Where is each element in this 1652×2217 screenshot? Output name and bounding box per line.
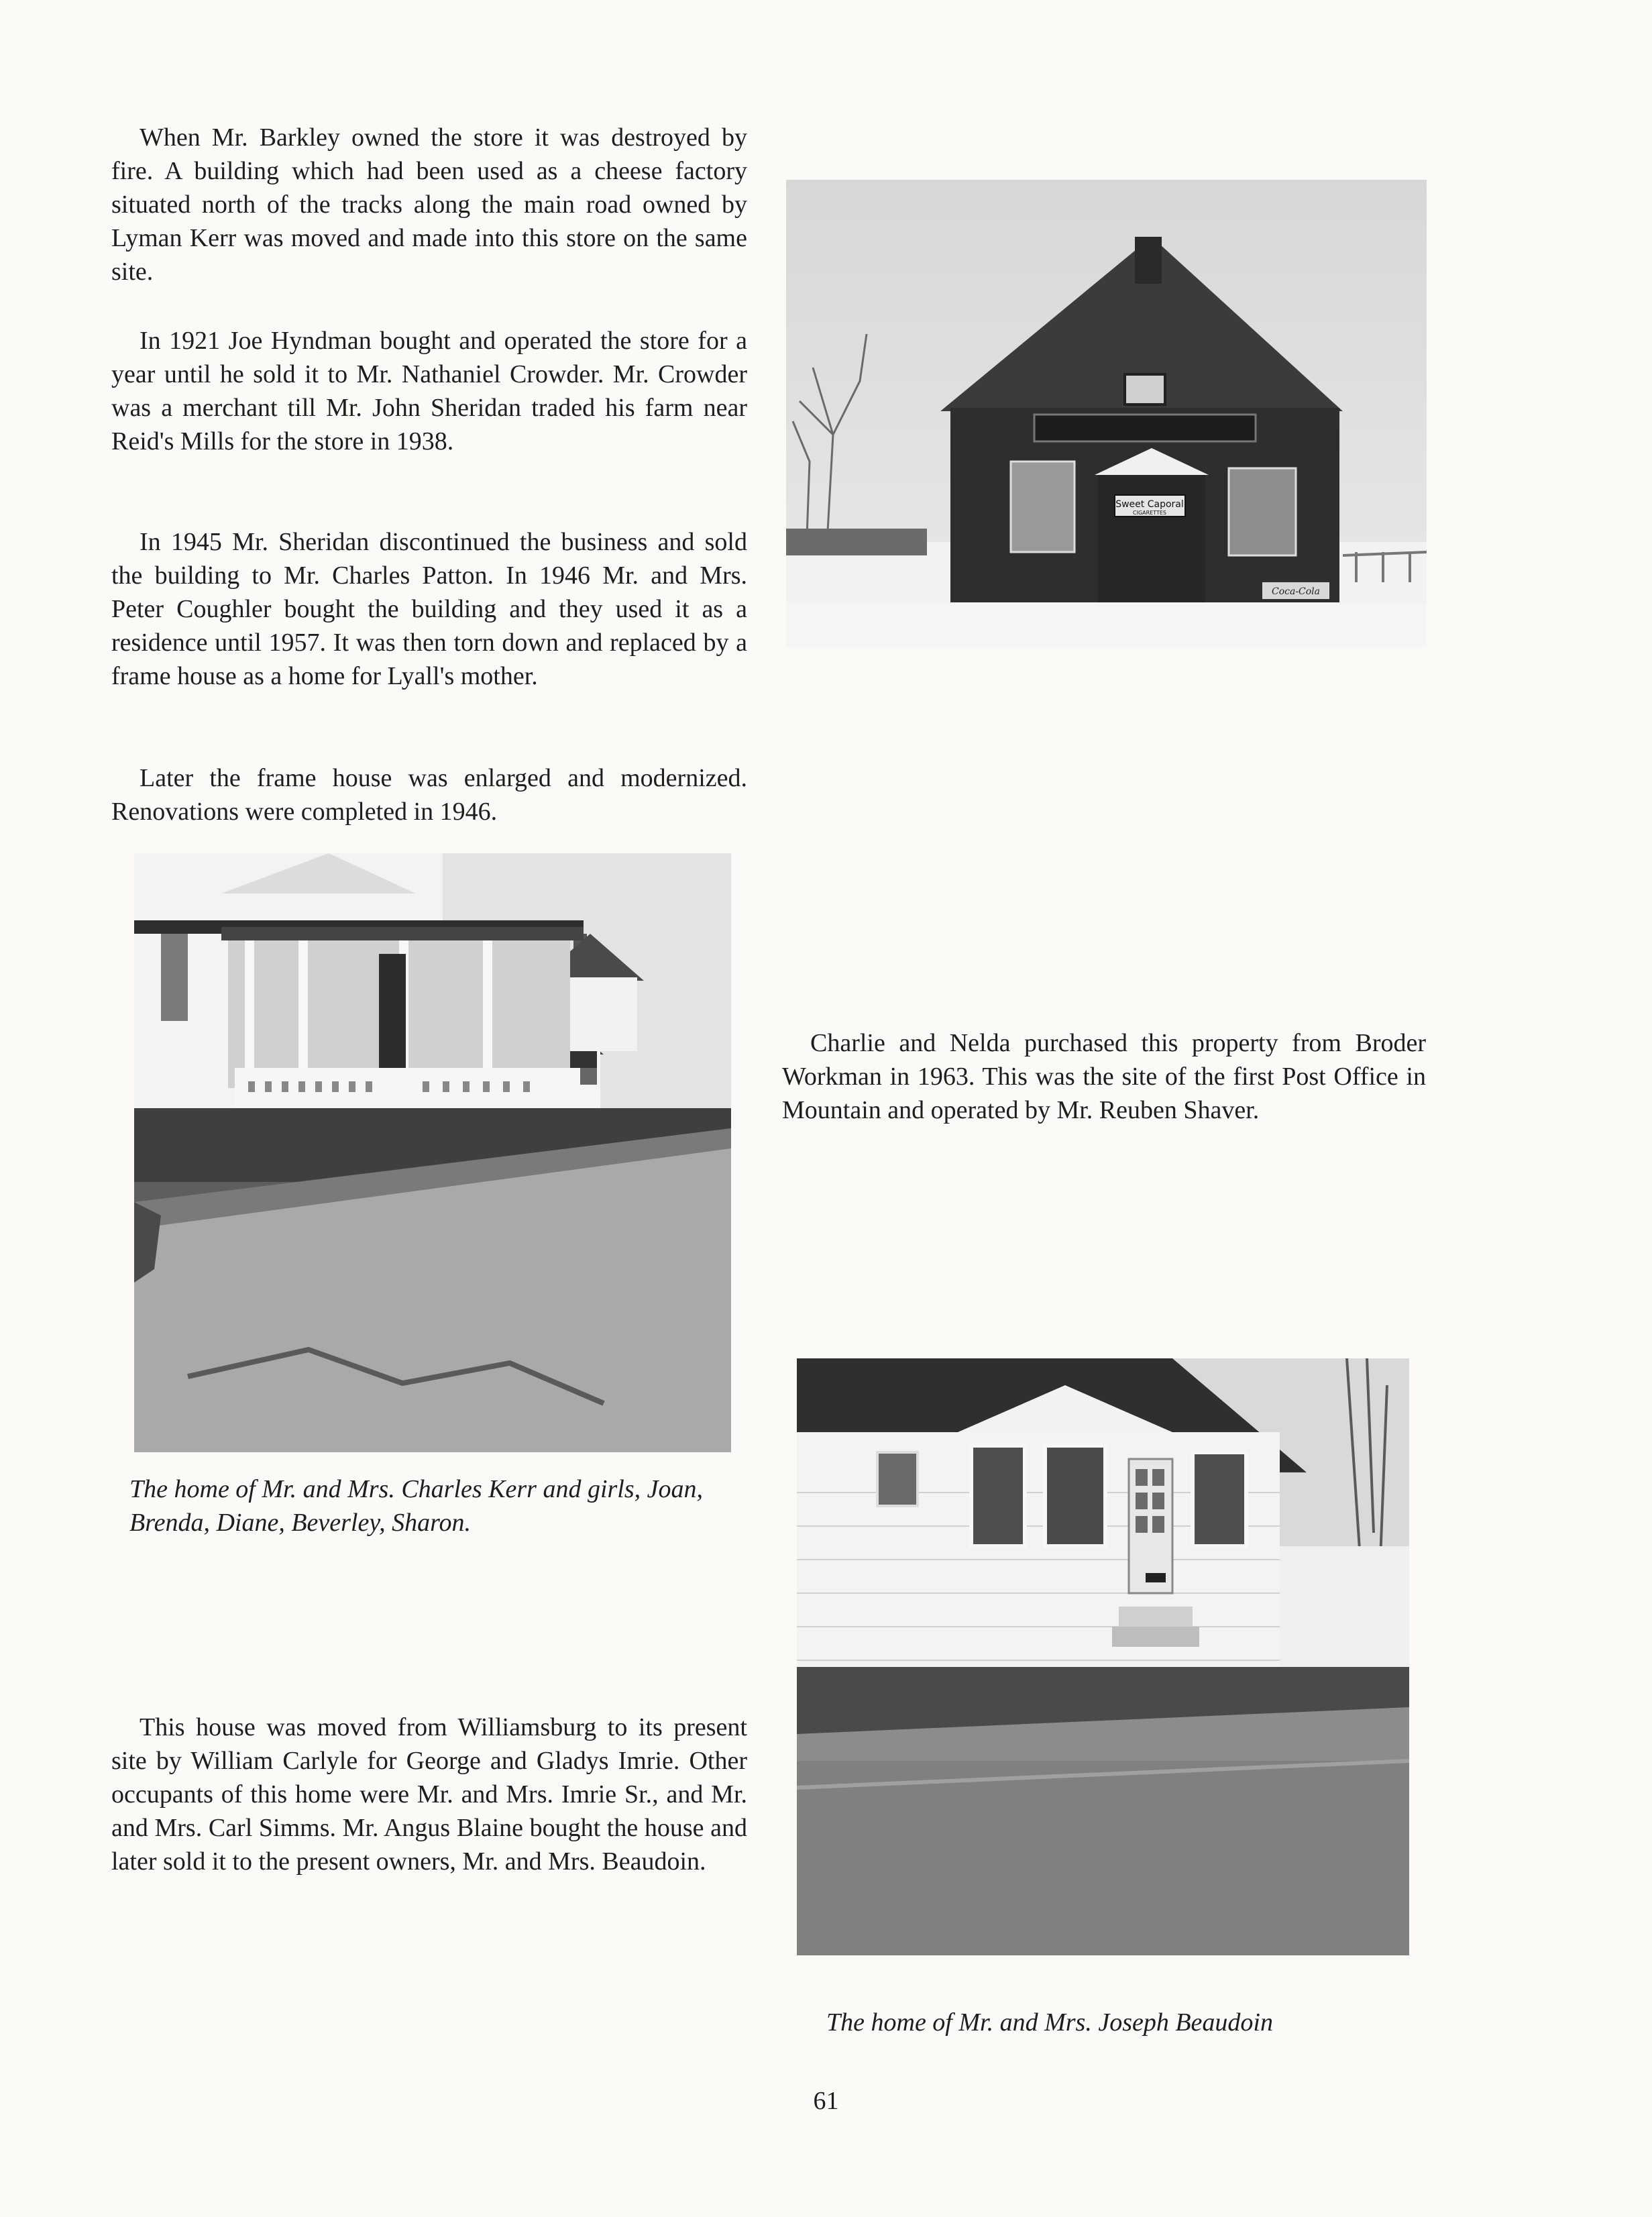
photo-kerr-home: [134, 853, 731, 1452]
caption-kerr-home: The home of Mr. and Mrs. Charles Kerr and girls, Joan, Brenda, Diane, Beverley, Sharon.: [129, 1475, 704, 1537]
photo-beaudoin-home: [797, 1358, 1409, 1955]
store-sign-text: Sweet Caporal: [1115, 499, 1184, 510]
store-sign-subtext: CIGARETTES: [1133, 510, 1166, 516]
caption-beaudoin-home: The home of Mr. and Mrs. Joseph Beaudoin: [826, 2008, 1273, 2037]
paragraph-barkley-fire: When Mr. Barkley owned the store it was destroyed by fire. A building which had been used as a cheese factory situated north of the tracks along the main road owned by Lyman Kerr was moved and made into this store on the same site.: [111, 123, 747, 286]
page-number: 61: [813, 2087, 839, 2115]
coca-cola-sign-text: Coca-Cola: [1271, 586, 1321, 597]
photo-general-store: [786, 180, 1427, 647]
paragraph-charlie-nelda: Charlie and Nelda purchased this property from Broder Workman in 1963. This was the site of the first Post Office in Mountain and operated by Mr. Reuben Shaver.: [782, 1029, 1426, 1124]
paragraph-renovations: Later the frame house was enlarged and modernized. Renovations were completed in 1946.: [111, 764, 747, 826]
paragraph-williamsburg: This house was moved from Williamsburg to its present site by William Carlyle for George and Gladys Imrie. Other occupants of this home were Mr. and Mrs. Imrie Sr., and Mr. and Mrs. Carl Simms. Mr. Angus Blaine bought the house and later sold it to the present owners, Mr. and Mrs. Beaudoin.: [111, 1713, 747, 1876]
paragraph-sheridan-1945: In 1945 Mr. Sheridan discontinued the business and sold the building to Mr. Charles Patton. In 1946 Mr. and Mrs. Peter Coughler bought the building and they used it as a residence until 1957. It was then torn down and replaced by a frame house as a home for Lyall's mother.: [111, 528, 747, 690]
paragraph-hyndman-1921: In 1921 Joe Hyndman bought and operated the store for a year until he sold it to Mr. Nathaniel Crowder. Mr. Crowder was a merchant till Mr. John Sheridan traded his farm near Reid's Mills for the store in 1938.: [111, 327, 747, 455]
